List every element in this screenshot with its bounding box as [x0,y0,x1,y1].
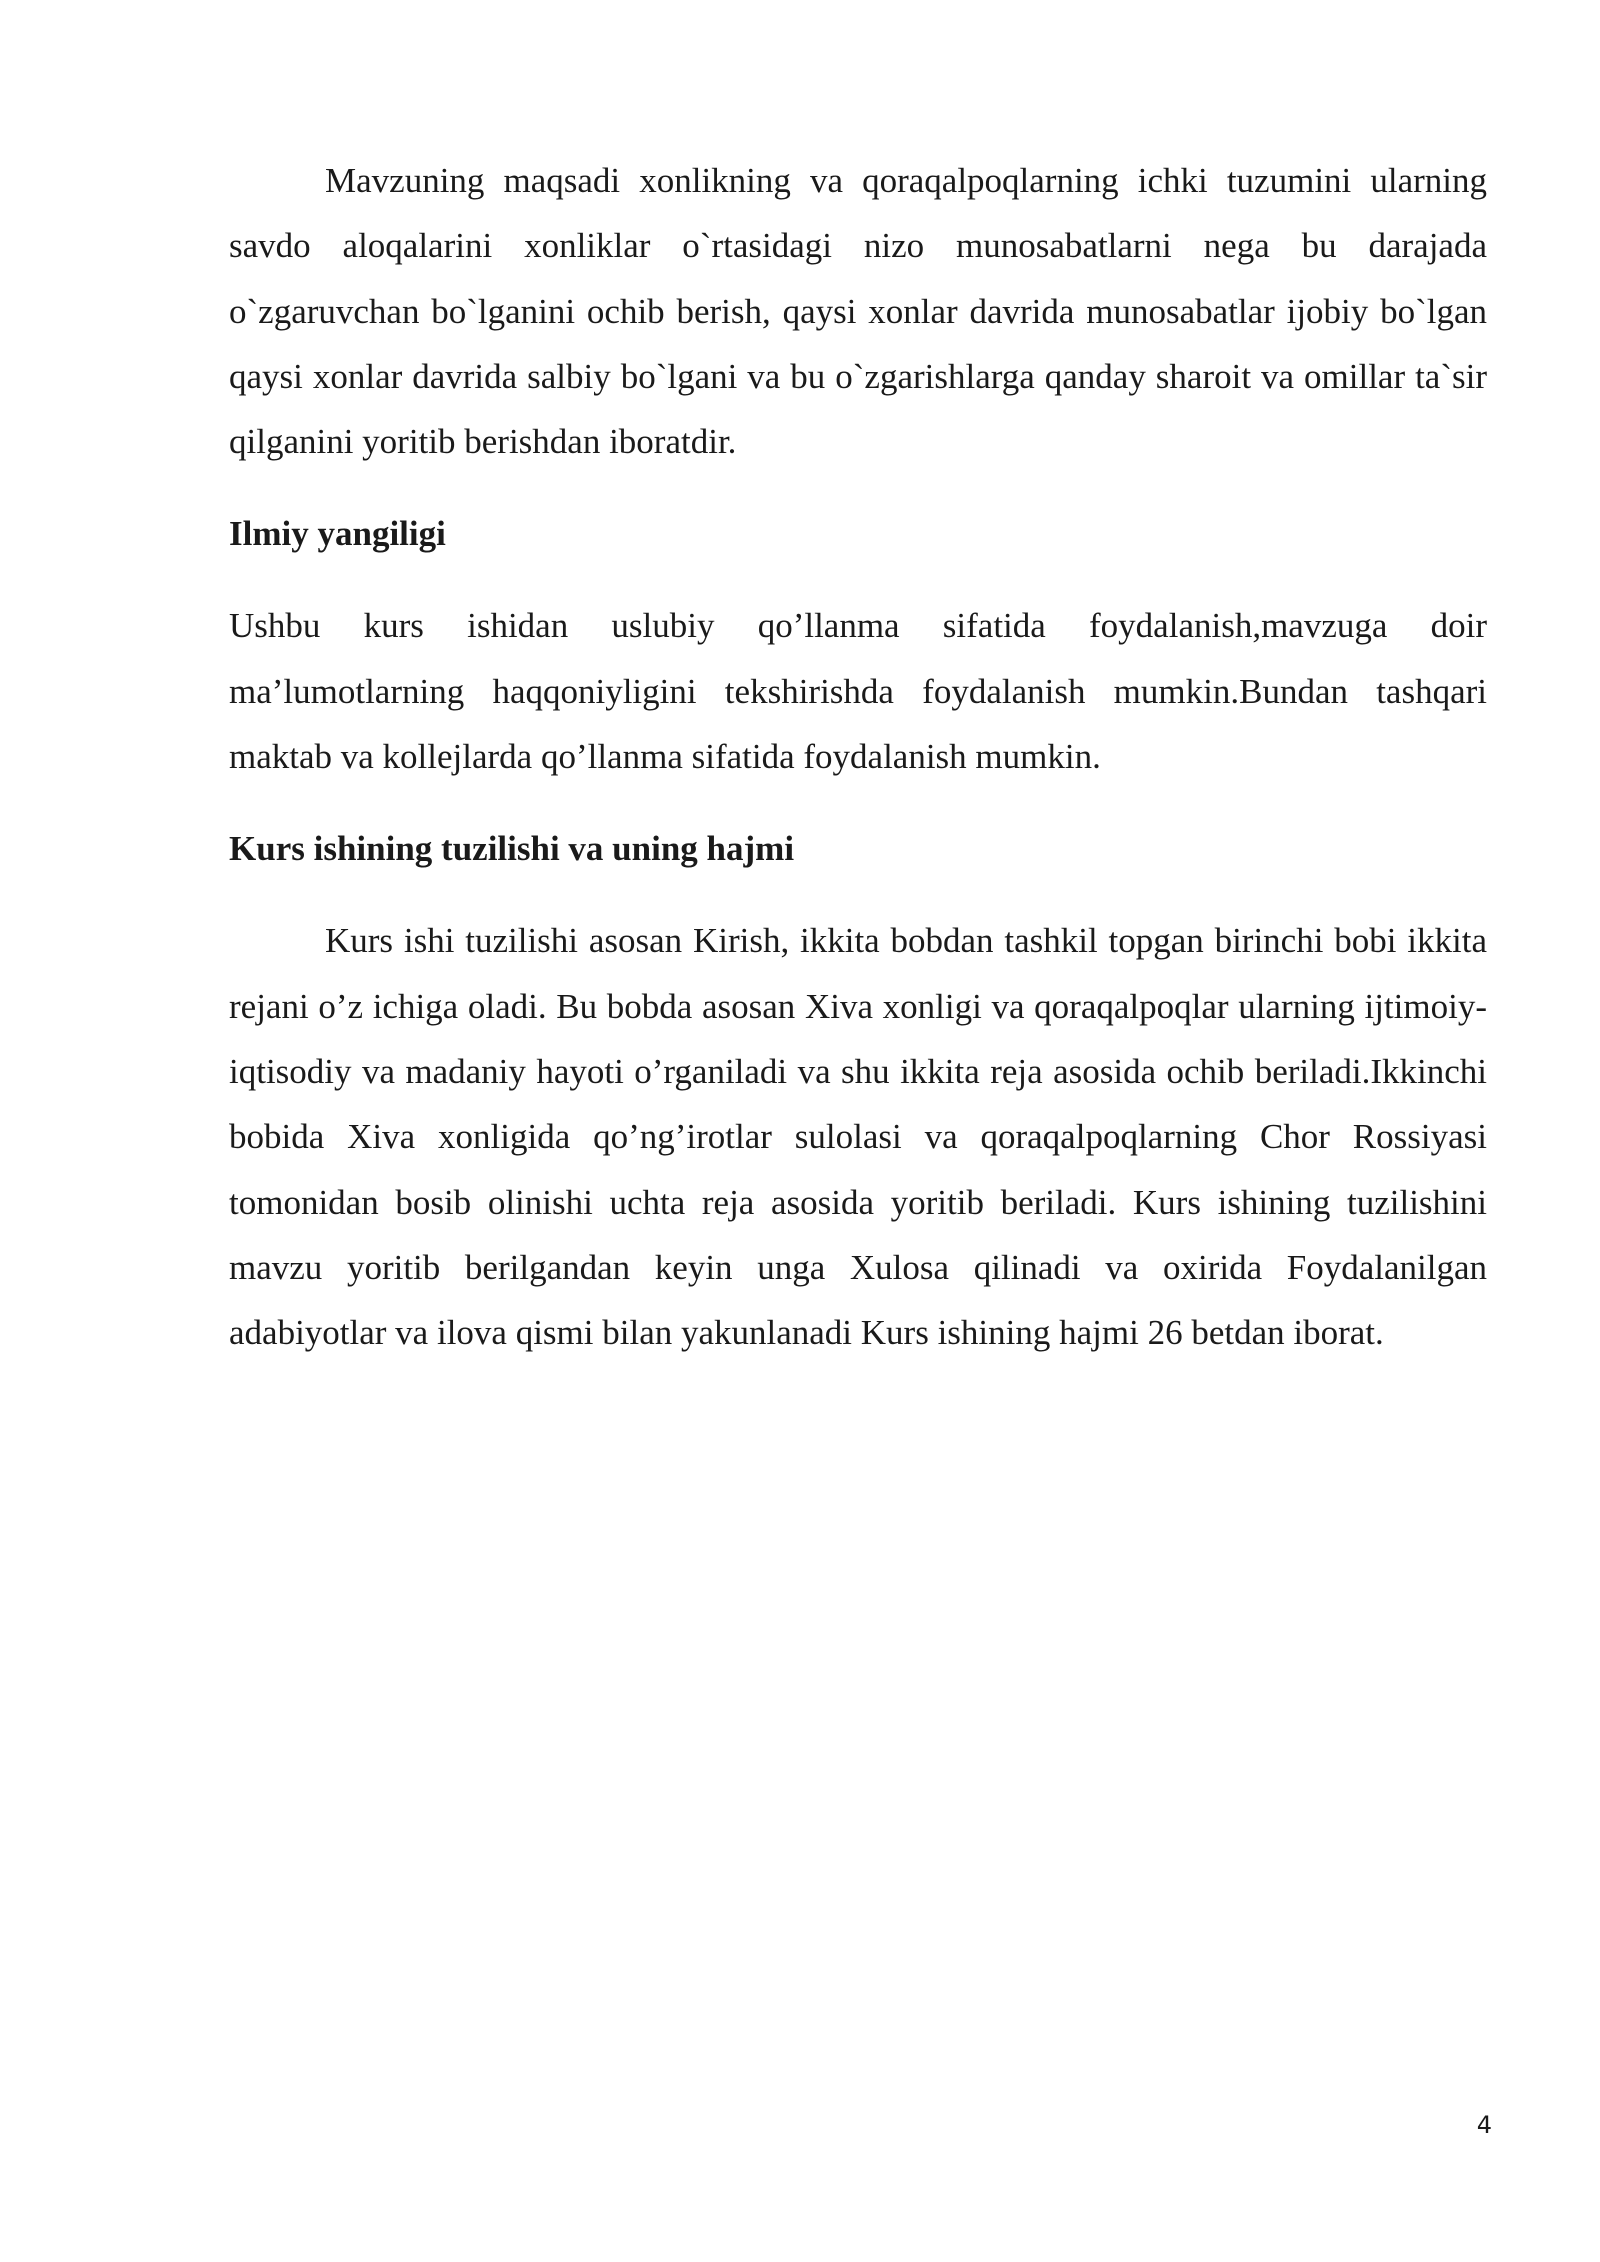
paragraph-novelty: Ushbu kurs ishidan uslubiy qo’llanma sifatida foydalanish,mavzuga doir ma’lumotlarning haqqoniyligini tekshirishda foydalanish mumkin.Bundan tashqari maktab va kollejlarda qo’llanma sifatida foydalanish mumkin. [229,606,1487,777]
heading-scientific-novelty: Ilmiy yangiligi [229,514,446,554]
page-number: 4 [1476,2111,1492,2139]
paragraph-goal: Mavzuning maqsadi xonlikning va qoraqalpoqlarning ichki tuzumini ularning savdo aloqalarini xonliklar o`rtasidagi nizo munosabatlarni nega bu darajada o`zgaruvchan bo`lganini ochib berish, qaysi xonlar davrida munosabatlar ijobiy bo`lgan qaysi xonlar davrida salbiy bo`lgani va bu o`zgarishlarga qanday sharoit va omillar ta`sir qilganini yoritib berishdan iboratdir. [229,161,1487,462]
paragraph-structure: Kurs ishi tuzilishi asosan Kirish, ikkita bobdan tashkil topgan birinchi bobi ikkita rejani o’z ichiga oladi. Bu bobda asosan Xiva xonligi va qoraqalpoqlar ularning ijtimoiy-iqtisodiy va madaniy hayoti o’rganiladi va shu ikkita reja asosida ochib beriladi.Ikkinchi bobida Xiva xonligida qo’ng’irotlar sulolasi va qoraqalpoqlarning Chor Rossiyasi tomonidan bosib olinishi uchta reja asosida yoritib beriladi. Kurs ishining tuzilishini mavzu yoritib berilgandan keyin unga Xulosa qilinadi va oxirida Foydalanilgan adabiyotlar va ilova qismi bilan yakunlanadi Kurs ishining hajmi 26 betdan iborat. [229,921,1487,1353]
heading-structure-volume: Kurs ishining tuzilishi va uning hajmi [229,829,795,869]
page-body [229,148,1487,1365]
